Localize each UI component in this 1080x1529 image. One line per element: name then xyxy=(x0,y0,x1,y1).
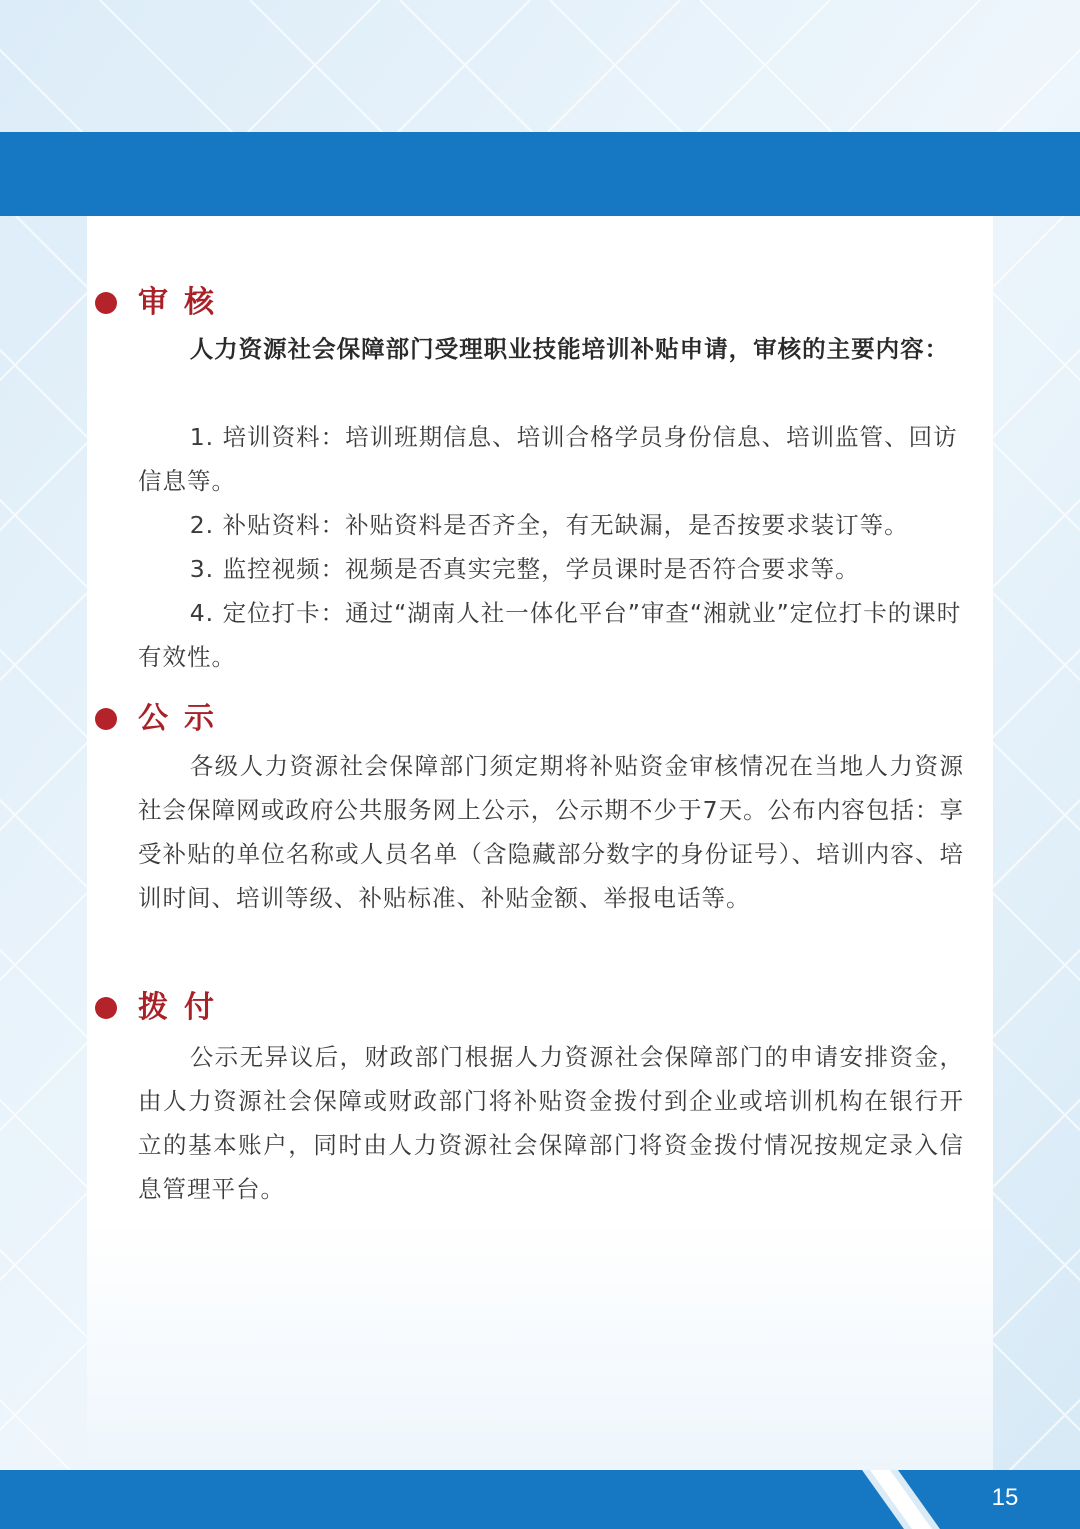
list-item: 2. 补贴资料：补贴资料是否齐全，有无缺漏，是否按要求装订等。 xyxy=(189,511,909,539)
list-item: 4. 定位打卡：通过“湖南人社一体化平台”审查“湘就业”定位打卡的课时有效性。 xyxy=(138,599,962,671)
footer-band xyxy=(0,1470,1080,1529)
section-bullet-2 xyxy=(95,708,117,730)
section-body-2: 各级人力资源社会保障部门须定期将补贴资金审核情况在当地人力资源社会保障网或政府公共服务网上公示，公示期不少于7天。公布内容包括：享受补贴的单位名称或人员名单（含隐藏部分数字的身份证号）、培训内容、培训时间、培训等级、补贴标准、补贴金额、举报电话等。 xyxy=(138,752,964,912)
section-bullet-3 xyxy=(95,997,117,1019)
header-band xyxy=(0,132,1080,216)
section-bullet-1 xyxy=(95,292,117,314)
list-item: 1. 培训资料：培训班期信息、培训合格学员身份信息、培训监管、回访信息等。 xyxy=(138,423,958,495)
section-heading-2: 公示 xyxy=(138,701,230,736)
page-number: 15 xyxy=(991,1484,1019,1511)
section-intro-1: 人力资源社会保障部门受理职业技能培训补贴申请，审核的主要内容： xyxy=(189,335,950,363)
list-item: 3. 监控视频：视频是否真实完整，学员课时是否符合要求等。 xyxy=(189,555,860,583)
section-heading-1: 审核 xyxy=(138,285,230,320)
section-body-3: 公示无异议后，财政部门根据人力资源社会保障部门的申请安排资金，由人力资源社会保障或财政部门将补贴资金拨付到企业或培训机构在银行开立的基本账户，同时由人力资源社会保障部门将资金拨付情况按规定录入信息管理平台。 xyxy=(138,1043,964,1203)
section-heading-3: 拨付 xyxy=(138,990,230,1025)
